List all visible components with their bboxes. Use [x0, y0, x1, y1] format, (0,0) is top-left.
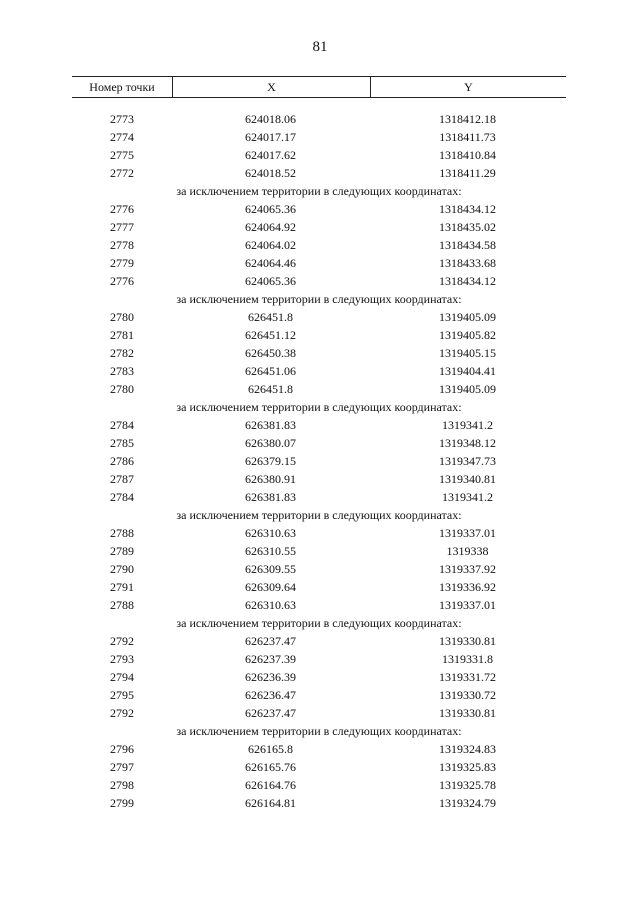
y-coordinate-cell: 1319325.78	[439, 777, 496, 792]
x-coordinate-cell: 624065.36	[245, 273, 296, 288]
point-number-cell: 2780	[110, 309, 134, 324]
x-coordinate-cell: 626165.76	[245, 759, 296, 774]
point-number-cell: 2777	[110, 219, 134, 234]
table-row	[72, 596, 566, 614]
point-number-cell: 2792	[110, 705, 134, 720]
point-number-cell: 2784	[110, 489, 134, 504]
x-coordinate-cell: 626451.8	[248, 381, 293, 396]
table-row	[72, 668, 566, 686]
y-coordinate-cell: 1319330.81	[439, 705, 496, 720]
y-coordinate-cell: 1318435.02	[439, 219, 496, 234]
y-coordinate-cell: 1319340.81	[439, 471, 496, 486]
exclusion-note: за исключением территории в следующих координатах:	[176, 507, 462, 522]
point-number-cell: 2797	[110, 759, 134, 774]
table-row	[72, 416, 566, 434]
x-coordinate-cell: 626164.81	[245, 795, 296, 810]
point-number-cell: 2790	[110, 561, 134, 576]
y-coordinate-cell: 1318434.12	[439, 273, 496, 288]
table-row	[72, 434, 566, 452]
table-row	[72, 272, 566, 290]
x-coordinate-cell: 626381.83	[245, 417, 296, 432]
table-row	[72, 758, 566, 776]
table-row	[72, 128, 566, 146]
point-number-cell: 2793	[110, 651, 134, 666]
y-coordinate-cell: 1319404.41	[439, 363, 496, 378]
y-coordinate-cell: 1319405.82	[439, 327, 496, 342]
y-coordinate-cell: 1319348.12	[439, 435, 496, 450]
y-coordinate-cell: 1319337.01	[439, 525, 496, 540]
x-coordinate-cell: 624017.62	[245, 147, 296, 162]
point-number-cell: 2783	[110, 363, 134, 378]
table-row	[72, 542, 566, 560]
x-coordinate-cell: 626237.47	[245, 633, 296, 648]
x-coordinate-cell: 626380.07	[245, 435, 296, 450]
y-coordinate-cell: 1319341.2	[442, 417, 493, 432]
point-number-cell: 2791	[110, 579, 134, 594]
x-coordinate-cell: 626237.47	[245, 705, 296, 720]
table-row	[72, 146, 566, 164]
x-coordinate-cell: 626310.55	[245, 543, 296, 558]
x-coordinate-cell: 626381.83	[245, 489, 296, 504]
exclusion-note: за исключением территории в следующих координатах:	[176, 615, 462, 630]
table-row	[72, 164, 566, 182]
table-row	[72, 362, 566, 380]
point-number-cell: 2789	[110, 543, 134, 558]
page-number: 81	[312, 39, 328, 55]
y-coordinate-cell: 1319330.72	[439, 687, 496, 702]
table-row	[72, 740, 566, 758]
table-row	[72, 326, 566, 344]
y-coordinate-cell: 1319331.72	[439, 669, 496, 684]
y-coordinate-cell: 1319324.83	[439, 741, 496, 756]
x-coordinate-cell: 626451.8	[248, 309, 293, 324]
y-coordinate-cell: 1319347.73	[439, 453, 496, 468]
point-number-cell: 2787	[110, 471, 134, 486]
x-coordinate-cell: 626450.38	[245, 345, 296, 360]
table-row	[72, 200, 566, 218]
y-coordinate-cell: 1319405.09	[439, 309, 496, 324]
coordinates-table-body	[72, 110, 566, 812]
table-row	[72, 308, 566, 326]
table-row	[72, 236, 566, 254]
x-coordinate-cell: 624064.92	[245, 219, 296, 234]
point-number-cell: 2775	[110, 147, 134, 162]
y-coordinate-cell: 1319325.83	[439, 759, 496, 774]
y-coordinate-cell: 1318410.84	[439, 147, 496, 162]
point-number-cell: 2781	[110, 327, 134, 342]
y-coordinate-cell: 1319330.81	[439, 633, 496, 648]
table-row	[72, 632, 566, 650]
table-header	[72, 76, 566, 98]
table-row	[72, 344, 566, 362]
y-coordinate-cell: 1319405.09	[439, 381, 496, 396]
y-coordinate-cell: 1319324.79	[439, 795, 496, 810]
point-number-cell: 2798	[110, 777, 134, 792]
exclusion-note: за исключением территории в следующих координатах:	[176, 183, 462, 198]
x-coordinate-cell: 626309.64	[245, 579, 296, 594]
y-coordinate-cell: 1318433.68	[439, 255, 496, 270]
point-number-cell: 2785	[110, 435, 134, 450]
x-coordinate-cell: 624065.36	[245, 201, 296, 216]
table-row	[72, 524, 566, 542]
x-coordinate-cell: 626237.39	[245, 651, 296, 666]
table-row	[72, 254, 566, 272]
point-number-cell: 2782	[110, 345, 134, 360]
y-coordinate-cell: 1319405.15	[439, 345, 496, 360]
point-number-cell: 2776	[110, 273, 134, 288]
x-coordinate-cell: 626380.91	[245, 471, 296, 486]
header-x: X	[173, 77, 371, 97]
table-row	[72, 776, 566, 794]
x-coordinate-cell: 624017.17	[245, 129, 296, 144]
x-coordinate-cell: 626309.55	[245, 561, 296, 576]
table-row	[72, 704, 566, 722]
point-number-cell: 2776	[110, 201, 134, 216]
table-row	[72, 470, 566, 488]
y-coordinate-cell: 1319337.01	[439, 597, 496, 612]
x-coordinate-cell: 624018.52	[245, 165, 296, 180]
x-coordinate-cell: 626310.63	[245, 597, 296, 612]
y-coordinate-cell: 1319338	[446, 543, 489, 558]
point-number-cell: 2780	[110, 381, 134, 396]
point-number-cell: 2796	[110, 741, 134, 756]
x-coordinate-cell: 626451.12	[245, 327, 296, 342]
x-coordinate-cell: 626310.63	[245, 525, 296, 540]
table-row	[72, 452, 566, 470]
point-number-cell: 2778	[110, 237, 134, 252]
x-coordinate-cell: 626236.47	[245, 687, 296, 702]
x-coordinate-cell: 626165.8	[248, 741, 293, 756]
header-point-number: Номер точки	[72, 77, 173, 97]
x-coordinate-cell: 626379.15	[245, 453, 296, 468]
exclusion-note: за исключением территории в следующих координатах:	[176, 723, 462, 738]
y-coordinate-cell: 1319337.92	[439, 561, 496, 576]
table-row	[72, 488, 566, 506]
point-number-cell: 2779	[110, 255, 134, 270]
exclusion-note: за исключением территории в следующих координатах:	[176, 399, 462, 414]
y-coordinate-cell: 1319336.92	[439, 579, 496, 594]
x-coordinate-cell: 626164.76	[245, 777, 296, 792]
x-coordinate-cell: 626451.06	[245, 363, 296, 378]
point-number-cell: 2795	[110, 687, 134, 702]
exclusion-note: за исключением территории в следующих координатах:	[176, 291, 462, 306]
table-row	[72, 218, 566, 236]
point-number-cell: 2794	[110, 669, 134, 684]
y-coordinate-cell: 1318411.29	[439, 165, 496, 180]
x-coordinate-cell: 626236.39	[245, 669, 296, 684]
x-coordinate-cell: 624018.06	[245, 111, 296, 126]
point-number-cell: 2788	[110, 597, 134, 612]
x-coordinate-cell: 624064.46	[245, 255, 296, 270]
table-row	[72, 110, 566, 128]
point-number-cell: 2799	[110, 795, 134, 810]
y-coordinate-cell: 1318434.58	[439, 237, 496, 252]
point-number-cell: 2784	[110, 417, 134, 432]
y-coordinate-cell: 1319341.2	[442, 489, 493, 504]
x-coordinate-cell: 624064.02	[245, 237, 296, 252]
table-row	[72, 794, 566, 812]
point-number-cell: 2792	[110, 633, 134, 648]
header-y: Y	[464, 79, 473, 94]
point-number-cell: 2788	[110, 525, 134, 540]
table-row	[72, 650, 566, 668]
point-number-cell: 2786	[110, 453, 134, 468]
table-row	[72, 686, 566, 704]
y-coordinate-cell: 1319331.8	[442, 651, 493, 666]
point-number-cell: 2774	[110, 129, 134, 144]
point-number-cell: 2773	[110, 111, 134, 126]
point-number-cell: 2772	[110, 165, 134, 180]
table-row	[72, 560, 566, 578]
y-coordinate-cell: 1318434.12	[439, 201, 496, 216]
y-coordinate-cell: 1318411.73	[439, 129, 496, 144]
y-coordinate-cell: 1318412.18	[439, 111, 496, 126]
table-row	[72, 578, 566, 596]
table-row	[72, 380, 566, 398]
